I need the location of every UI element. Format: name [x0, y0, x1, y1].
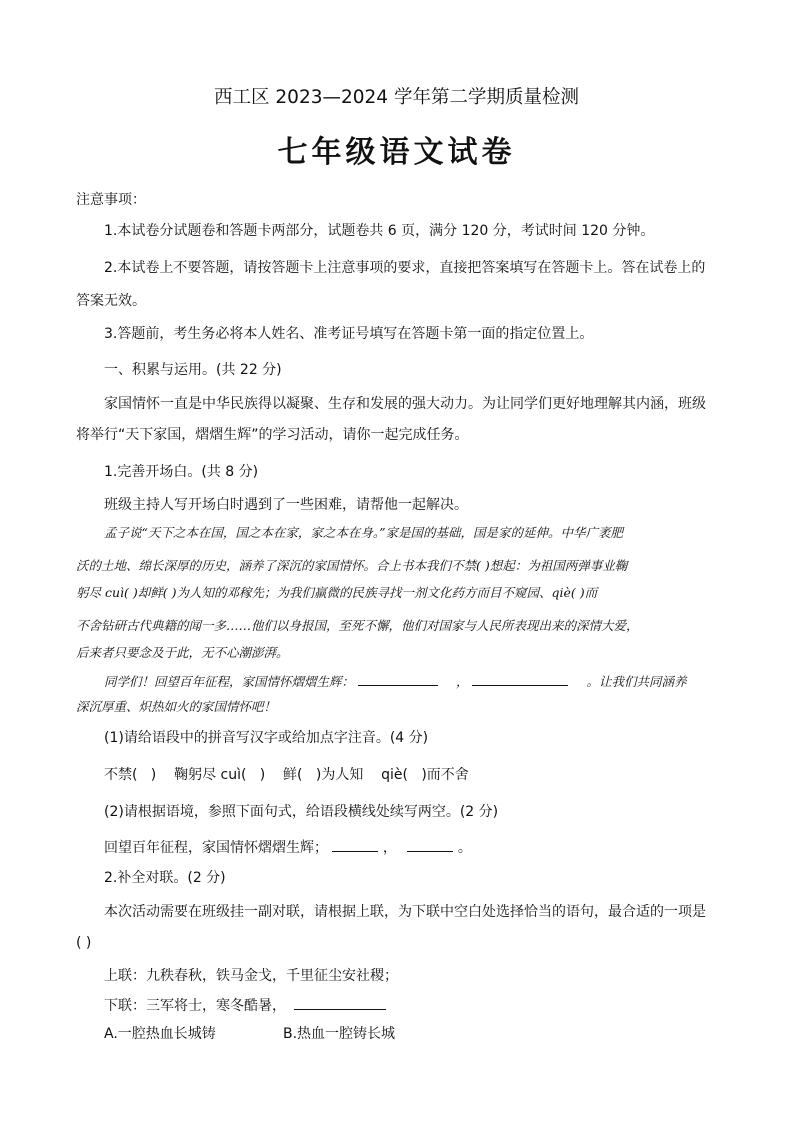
section-1-intro-line2: 将举行“天下家国，熠熠生辉”的学习活动，请你一起完成任务。 [76, 427, 469, 443]
passage-line-1: 孟子说“天下之本在国，国之本在家，家之本在身。”家是国的基础，国是家的延伸。中华广袤肥 [104, 525, 624, 540]
couplet-blank [294, 995, 386, 1010]
passage-line-2: 沃的土地、绵长深厚的历史，涵养了深沉的家国情怀。合上书本我们不禁( )想起：为祖国两弹事业鞠 [76, 558, 628, 573]
couplet-lower: 下联：三军将士，寒冬酷暑， [104, 998, 286, 1014]
passage-line-6-tail: 。让我们共同涵养 [586, 674, 687, 689]
question-1-heading: 1.完善开场白。(共 8 分) [104, 464, 259, 480]
couplet-lower-line [104, 995, 386, 1016]
passage-blank-2 [472, 671, 568, 686]
exam-subtitle: 西工区 2023—2024 学年第二学期质量检测 [214, 87, 579, 108]
question-1-2-heading: (2)请根据语境，参照下面句式，给语段横线处续写两空。(2 分) [104, 804, 499, 820]
couplet-upper: 上联：九秩春秋，铁马金戈，千里征尘安社稷； [104, 968, 398, 984]
note-1: 1.本试卷分试题卷和答题卡两部分，试题卷共 6 页，满分 120 分，考试时间 120 分钟。 [104, 223, 655, 239]
notes-heading: 注意事项： [76, 192, 146, 208]
question-1-1-heading: (1)请给语段中的拼音写汉字或给加点字注音。(4 分) [104, 730, 429, 746]
question-1-2-sentence [104, 837, 472, 858]
answer-blank-2 [407, 837, 453, 852]
passage-blank-1 [358, 671, 438, 686]
question-2-intro-line1: 本次活动需要在班级挂一副对联，请根据上联，为下联中空白处选择恰当的语句，最合适的一项是 [104, 904, 706, 920]
note-2-line2: 答案无效。 [76, 293, 146, 309]
option-b: B.热血一腔铸长城 [283, 1026, 396, 1042]
passage-line-4: 不舍钻研古代典籍的闻一多……他们以身报国，至死不懈，他们对国家与人民所表现出来的深情大爱， [76, 618, 639, 633]
passage-line-7: 深沉厚重、炽热如火的家国情怀吧！ [76, 699, 277, 714]
question-1-2-lead: 回望百年征程，家国情怀熠熠生辉； [104, 840, 328, 856]
section-1-intro-line1: 家国情怀一直是中华民族得以凝聚、生存和发展的强大动力。为让同学们更好地理解其内涵，班级 [104, 396, 706, 412]
answer-blank-1 [332, 837, 378, 852]
passage-line-6 [104, 671, 686, 692]
question-1-intro: 班级主持人写开场白时遇到了一些困难，请帮他一起解决。 [104, 497, 468, 513]
note-3: 3.答题前，考生务必将本人姓名、准考证号填写在答题卡第一面的指定位置上。 [104, 326, 594, 342]
passage-line-3: 躬尽 cuì( )却鲜( )为人知的邓稼先；为我们羸微的民族寻找一剂文化药方而目不窥园、qiè( )而 [76, 585, 598, 600]
passage-comma: ， [455, 674, 469, 689]
question-1-2-comma: ， [382, 840, 397, 856]
question-2-intro-line2: ( ) [76, 935, 92, 951]
exam-title: 七年级语文试卷 [277, 135, 516, 170]
note-2-line1: 2.本试卷上不要答题，请按答题卡上注意事项的要求，直接把答案填写在答题卡上。答在试卷上的 [104, 260, 706, 276]
question-1-2-period: 。 [457, 840, 472, 856]
passage-line-6-lead: 同学们！回望百年征程，家国情怀熠熠生辉： [104, 674, 355, 689]
option-a: A.一腔热血长城铸 [104, 1026, 216, 1042]
question-2-heading: 2.补全对联。(2 分) [104, 870, 226, 886]
passage-line-5: 后来者只要念及于此，无不心潮澎湃。 [76, 645, 289, 660]
section-1-heading: 一、积累与运用。(共 22 分) [104, 362, 282, 378]
question-1-1-items: 不禁( ) 鞠躬尽 cuì( ) 鲜( )为人知 qiè( )而不舍 [104, 767, 469, 783]
